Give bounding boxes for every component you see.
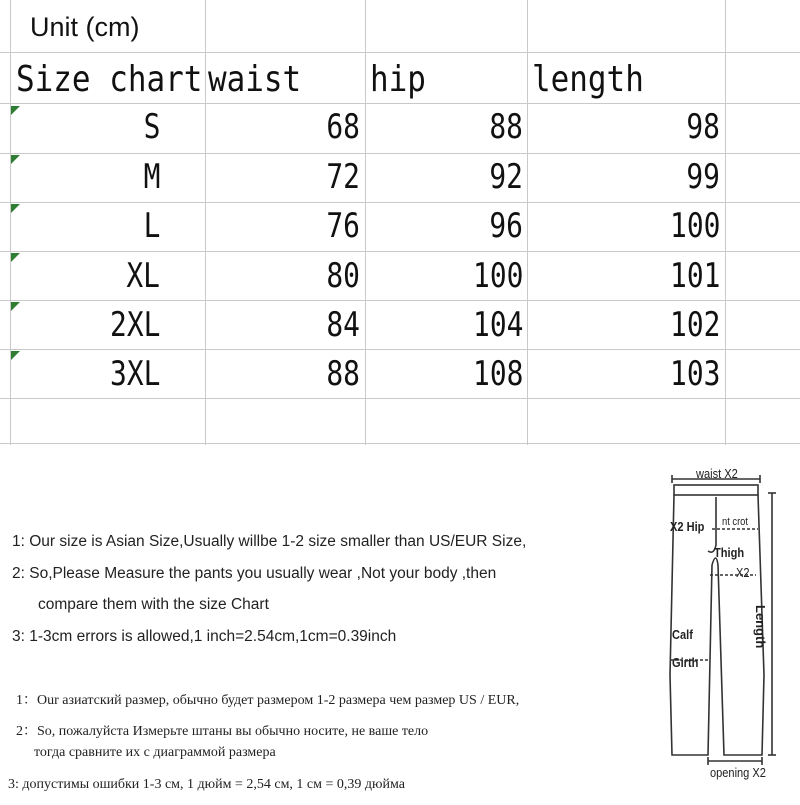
cell-size: L: [143, 206, 160, 246]
grid-line: [0, 202, 800, 203]
cell-waist: 76: [326, 206, 360, 246]
girth-label: Girth: [672, 655, 699, 670]
grid-line: [0, 300, 800, 301]
comment-marker: [11, 204, 20, 213]
note-en-3: 3: 1-3cm errors is allowed,1 inch=2.54cm,1cm=0.39inch: [12, 628, 397, 645]
hip-label: X2 Hip: [670, 519, 705, 534]
comment-marker: [11, 253, 20, 262]
comment-marker: [11, 155, 20, 164]
note-ru-2-cont: тогда сравните их с диаграммой размера: [34, 745, 276, 760]
thigh-x2-label: X2: [736, 565, 750, 580]
note-ru-1: 1：Our азиатский размер, обычно будет размером 1-2 размера чем размер US / EUR,: [16, 693, 520, 708]
grid-line: [725, 0, 726, 445]
header-size-chart: Size chart: [16, 59, 203, 100]
cell-hip: 92: [489, 157, 523, 197]
cell-hip: 88: [489, 107, 523, 147]
cell-waist: 68: [326, 107, 360, 147]
cell-hip: 104: [472, 305, 523, 345]
grid-line: [0, 443, 800, 444]
cell-waist: 84: [326, 305, 360, 345]
grid-line: [0, 153, 800, 154]
note-en-2: 2: So,Please Measure the pants you usually wear ,Not your body ,then: [12, 565, 497, 582]
cell-size: XL: [126, 256, 160, 296]
cell-waist: 72: [326, 157, 360, 197]
thigh-label: Thigh: [714, 545, 745, 560]
cell-length: 103: [669, 354, 720, 394]
cell-hip: 96: [489, 206, 523, 246]
cell-size: 2XL: [109, 305, 160, 345]
cell-size: 3XL: [109, 354, 160, 394]
unit-label: Unit (cm): [30, 12, 140, 42]
header-waist: waist: [208, 59, 302, 100]
note-en-1: 1: Our size is Asian Size,Usually willbe 1-2 size smaller than US/EUR Size,: [12, 533, 527, 550]
comment-marker: [11, 351, 20, 360]
grid-line: [365, 0, 366, 445]
front-crotch-label: nt crot: [722, 516, 748, 528]
grid-line: [10, 0, 11, 445]
grid-line: [205, 0, 206, 445]
comment-marker: [11, 106, 20, 115]
grid-line: [0, 251, 800, 252]
cell-waist: 88: [326, 354, 360, 394]
comment-marker: [11, 302, 20, 311]
length-label: Length: [753, 605, 768, 649]
header-length: length: [532, 59, 644, 100]
header-hip: hip: [370, 59, 426, 100]
opening-label: opening X2: [710, 765, 766, 780]
cell-waist: 80: [326, 256, 360, 296]
note-ru-2: 2：So, пожалуйста Измерьте штаны вы обычно носите, не ваше тело: [16, 724, 429, 739]
cell-size: S: [143, 107, 160, 147]
cell-length: 102: [669, 305, 720, 345]
cell-length: 99: [686, 157, 720, 197]
cell-size: M: [143, 157, 160, 197]
note-en-2-cont: compare them with the size Chart: [38, 596, 269, 613]
grid-line: [0, 349, 800, 350]
waist-label: waist X2: [696, 466, 738, 481]
cell-length: 100: [669, 206, 720, 246]
grid-line: [527, 0, 528, 445]
grid-line: [0, 52, 800, 53]
pants-measurement-diagram: [660, 455, 800, 800]
cell-length: 101: [669, 256, 720, 296]
cell-hip: 108: [472, 354, 523, 394]
cell-length: 98: [686, 107, 720, 147]
calf-label: Calf: [672, 627, 693, 642]
cell-hip: 100: [472, 256, 523, 296]
grid-line: [0, 398, 800, 399]
note-ru-3: 3: допустимы ошибки 1-3 см, 1 дюйм = 2,54 см, 1 см = 0,39 дюйма: [8, 777, 405, 792]
grid-line: [0, 103, 800, 104]
